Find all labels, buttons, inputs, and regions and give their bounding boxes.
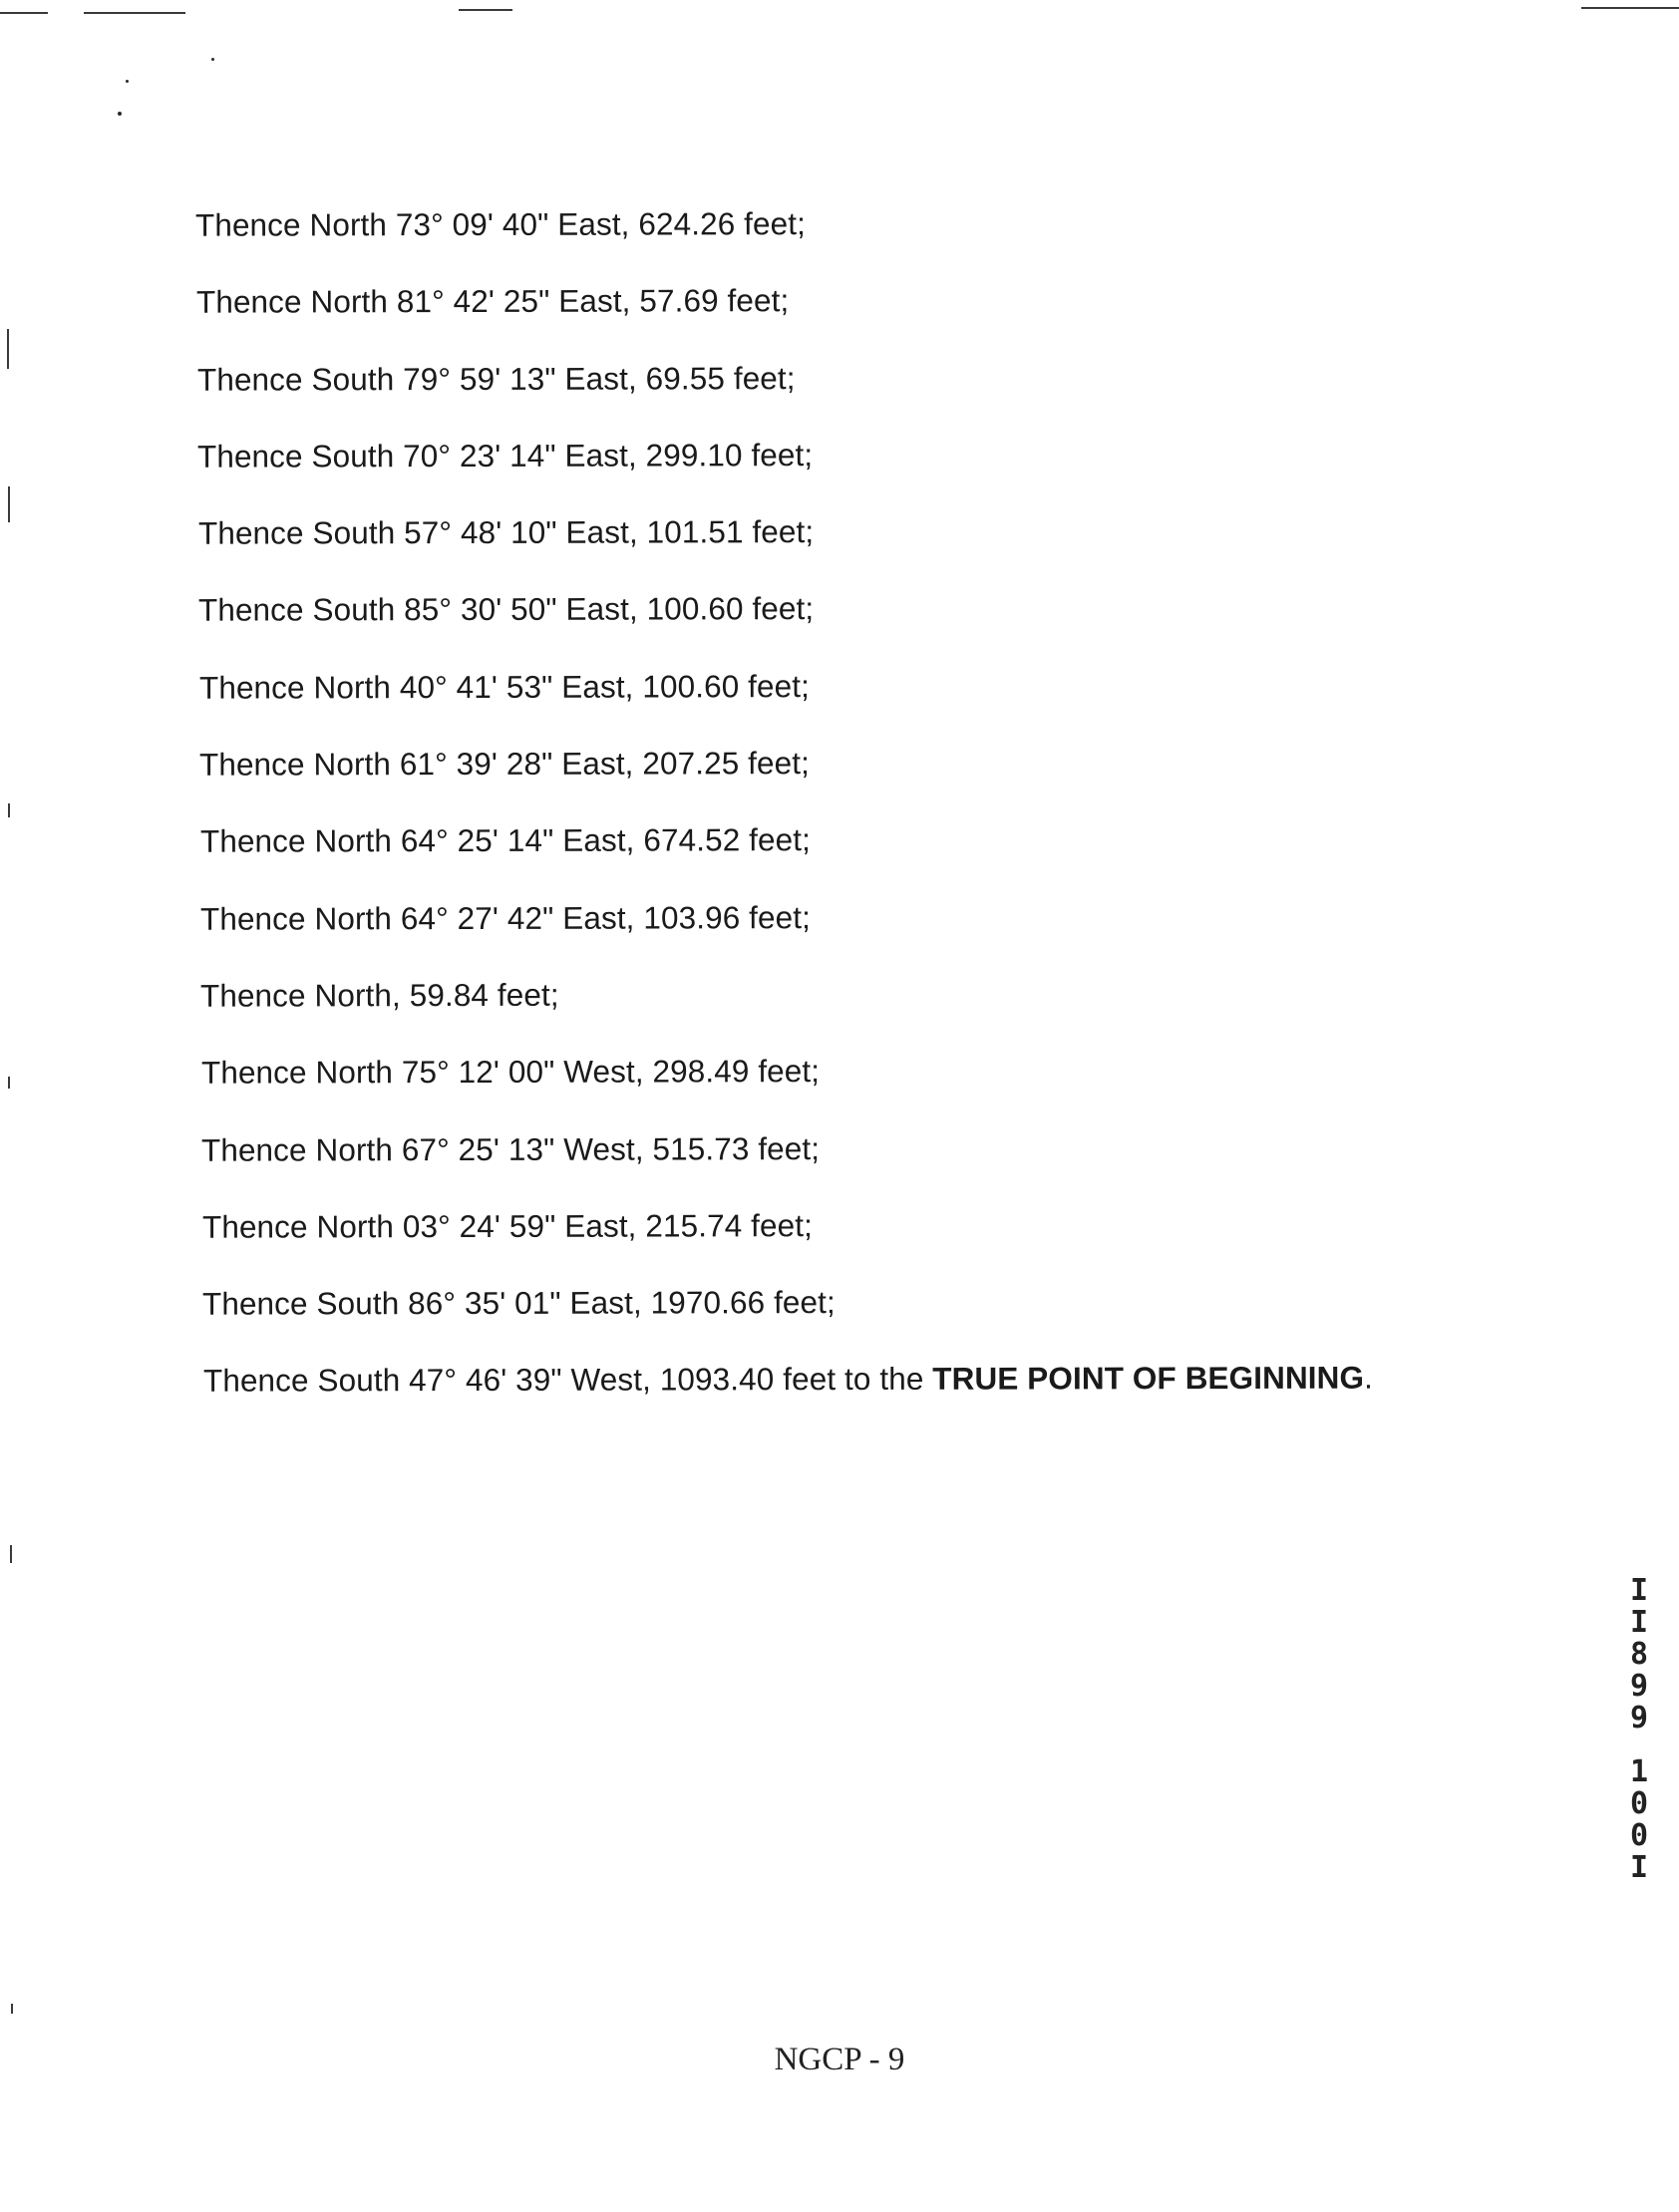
call-line [202,1281,1499,1362]
scan-artifact-line [11,2004,13,2014]
stamp-char: I [1629,1573,1649,1608]
call-text: Thence South 57° 48' 10" East, 101.51 feet; [197,513,815,551]
stamp-char: 9 [1629,1669,1649,1704]
call-line [195,202,1492,283]
scan-artifact-line [8,803,10,817]
call-text: Thence South 70° 23' 14" East, 299.10 feet; [196,436,814,474]
call-text: Thence North 61° 39' 28" East, 207.25 feet; [198,745,810,783]
call-text: Thence South 47° 46' 39" West, 1093.40 feet to the [202,1361,933,1400]
call-text: Thence South 79° 59' 13" East, 69.55 feet; [196,359,796,398]
stamp-char: 9 [1629,1701,1649,1736]
call-line [196,280,1493,361]
stamp-char: I [1629,1605,1649,1640]
true-point-of-beginning: TRUE POINT OF BEGINNING [932,1360,1365,1398]
call-line [200,896,1497,977]
call-text: Thence North 73° 09' 40" East, 624.26 feet; [194,205,806,243]
call-line [202,1204,1499,1285]
scan-artifact-dot [211,58,214,61]
scan-artifact-line [0,12,48,14]
call-text: Thence South 86° 35' 01" East, 1970.66 feet; [201,1284,836,1322]
stamp-char: 1 [1629,1754,1649,1789]
call-text: Thence North 64° 27' 42" East, 103.96 feet; [199,898,811,937]
call-end-punctuation: . [1364,1360,1373,1397]
call-line [197,434,1494,514]
page-footer: NGCP - 9 [774,2042,905,2077]
call-text: Thence North 03° 24' 59" East, 215.74 feet; [201,1206,813,1245]
scan-artifact-line [7,329,9,369]
scan-artifact-line [8,486,10,522]
call-line [199,665,1496,746]
call-line [201,1051,1498,1131]
recording-stamp [1617,1575,1661,1884]
call-text: Thence North, 59.84 feet; [199,976,559,1014]
call-line [197,357,1494,438]
call-line [198,588,1495,669]
scan-artifact-dot [118,112,122,116]
call-text: Thence North 81° 42' 25" East, 57.69 feet; [195,282,790,320]
stamp-char: 0 [1629,1786,1649,1821]
scan-artifact-line [8,1077,10,1089]
stamp-char: 0 [1629,1818,1649,1853]
call-line [200,819,1497,900]
call-text: Thence North 67° 25' 13" West, 515.73 feet; [200,1129,821,1168]
scan-artifact-dot [126,80,129,83]
scan-artifact-line [84,12,185,14]
call-line [198,510,1495,591]
call-text: Thence North 40° 41' 53" East, 100.60 feet; [198,667,810,706]
call-text: Thence North 75° 12' 00" West, 298.49 feet; [200,1053,821,1091]
final-call-line [203,1359,1500,1439]
call-line [200,973,1497,1054]
stamp-char: I [1629,1850,1649,1885]
metes-and-bounds-calls [195,204,1492,1437]
scan-artifact-line [459,9,512,11]
stamp-char: 8 [1629,1637,1649,1672]
call-text: Thence North 64° 25' 14" East, 674.52 feet; [199,821,811,860]
call-line [201,1127,1498,1208]
scan-artifact-line [10,1545,12,1563]
call-text: Thence South 85° 30' 50" East, 100.60 feet; [197,590,815,629]
scan-artifact-line [1581,7,1679,9]
call-line [199,742,1496,822]
